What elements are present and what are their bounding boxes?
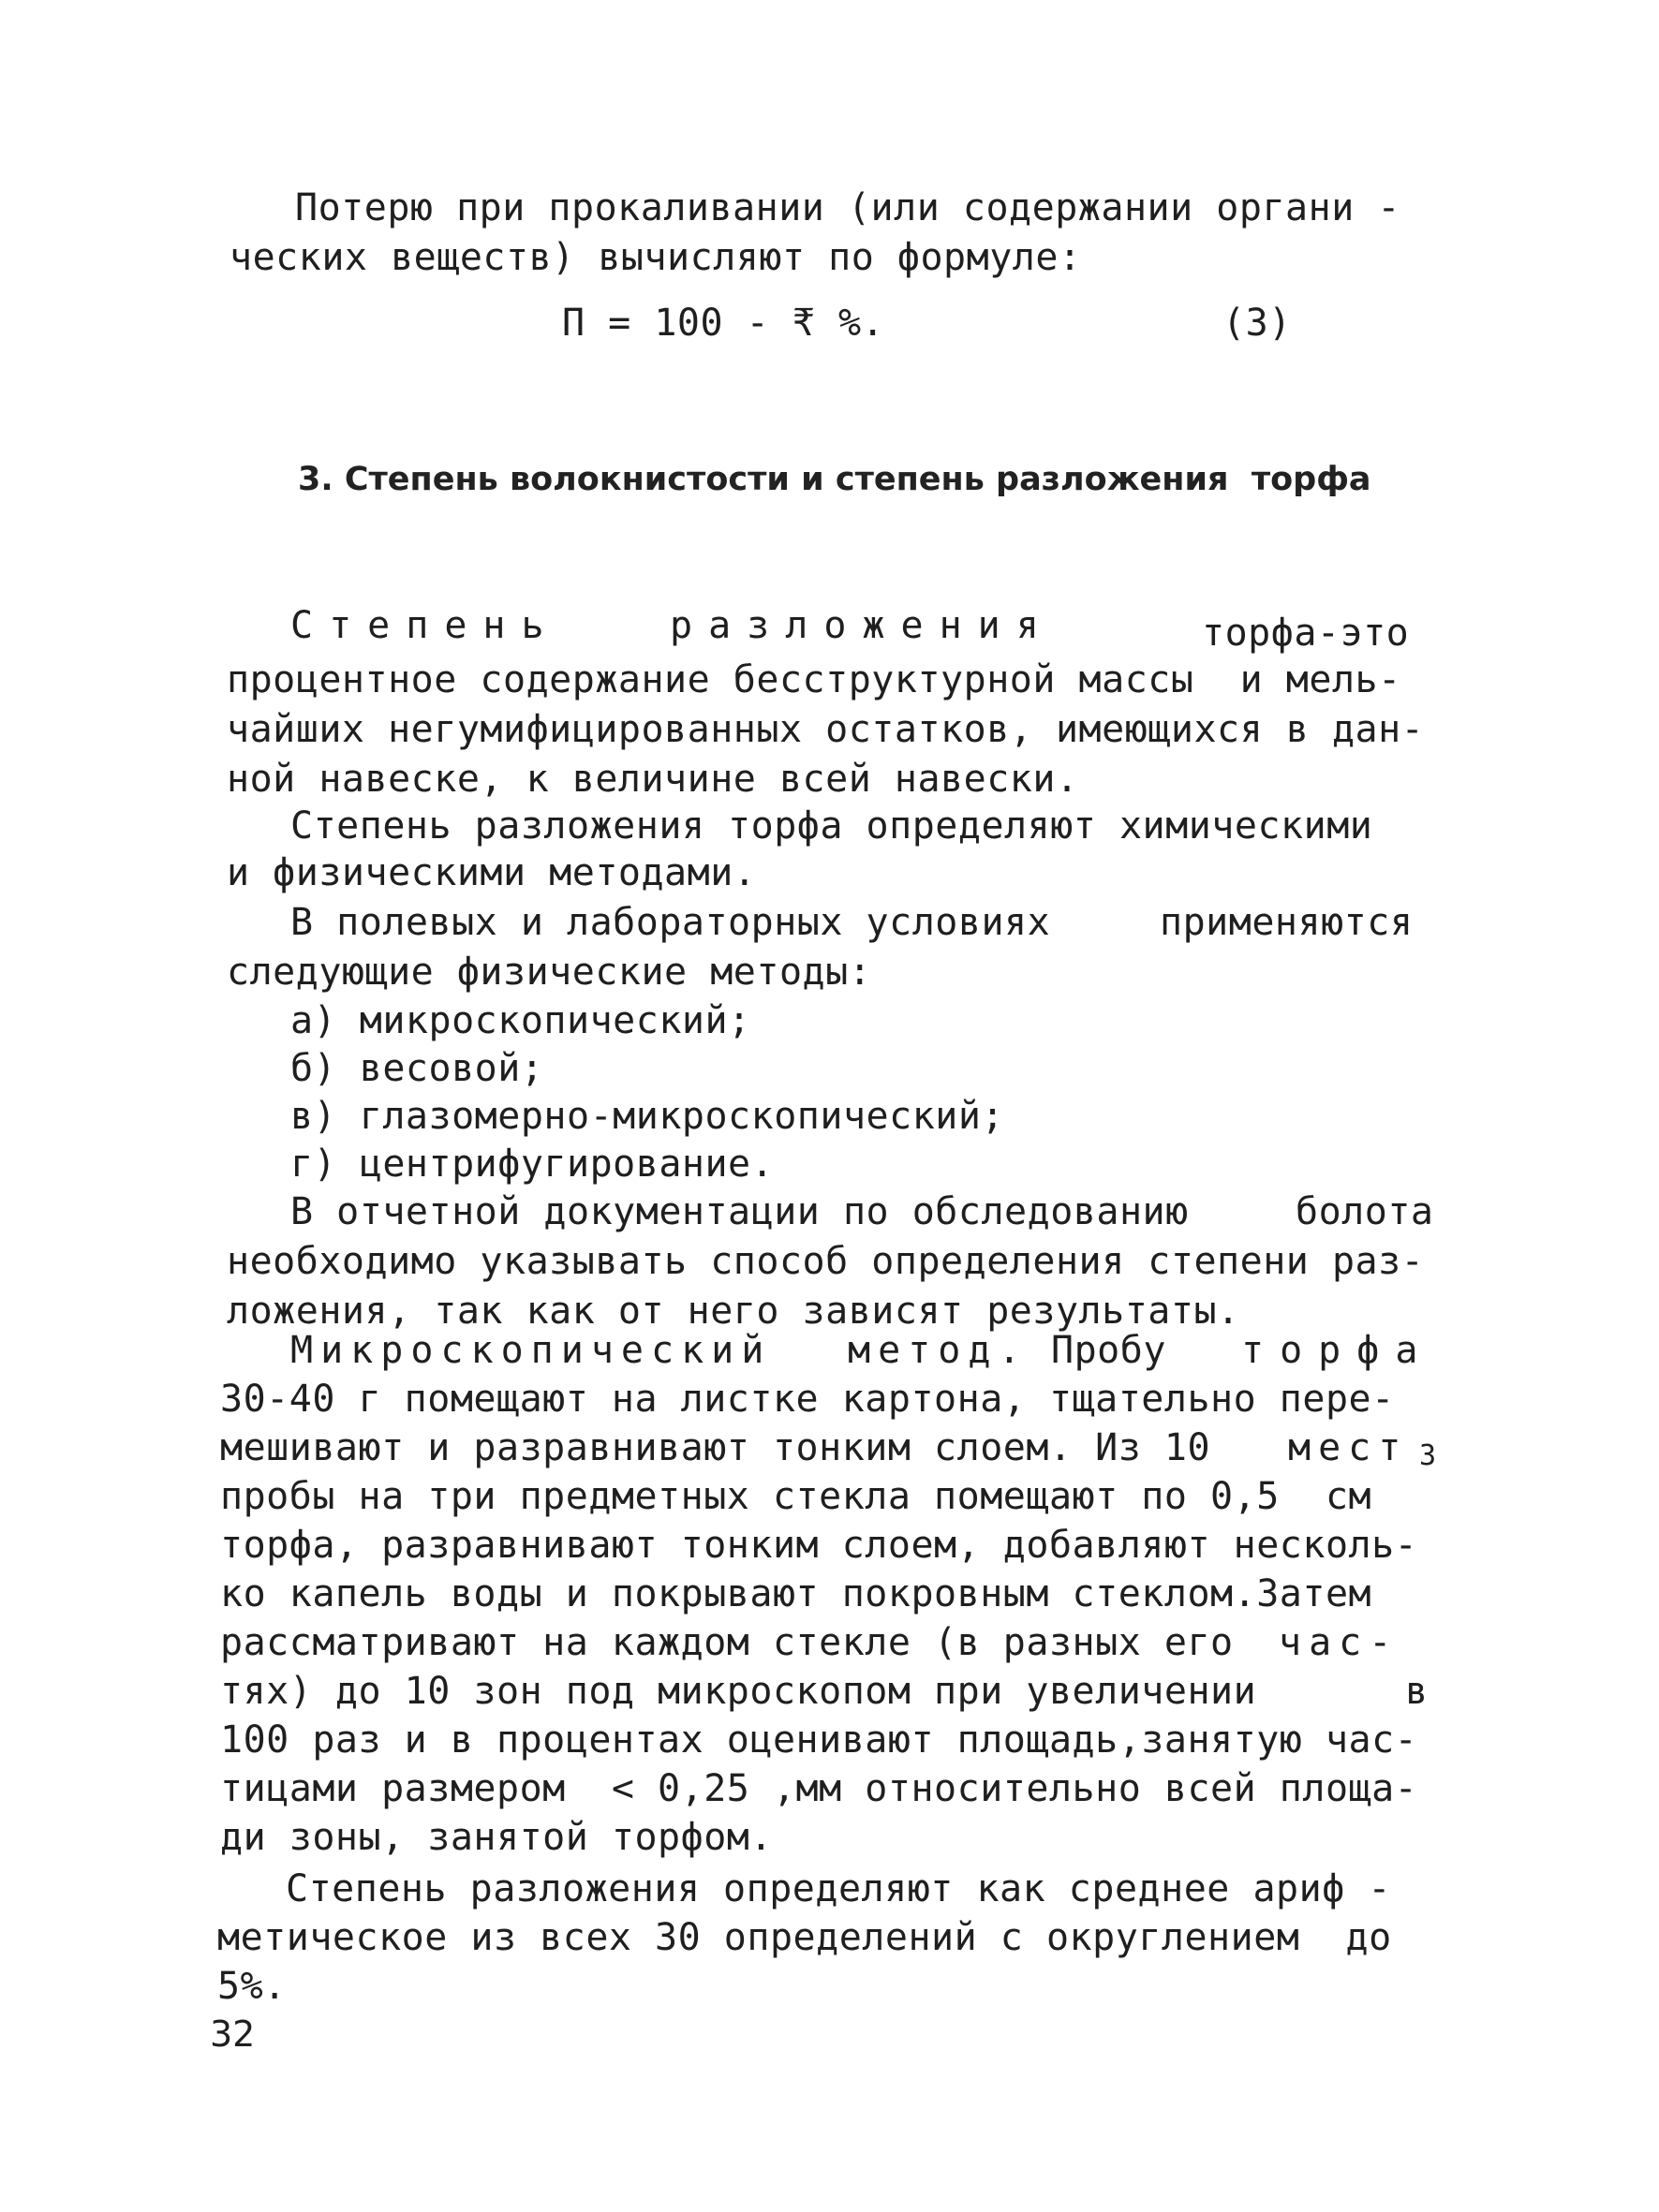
microscopic-line-11: ди зоны, занятой торфом. <box>220 1816 773 1859</box>
conclusion-line-1: Степень разложения определяют как среднее ариф - <box>286 1867 1391 1910</box>
method-item-d: г) центрифугирование. <box>290 1143 775 1186</box>
field-methods-line-1a: В полевых и лабораторных условиях <box>290 901 1051 944</box>
microscopic-line-2: 30-40 г помещают на листке картона, тщательно пере- <box>220 1378 1395 1421</box>
microscopic-line-8b: в <box>1405 1670 1429 1713</box>
microscopic-line-5: торфа, разравнивают тонким слоем, добавляют несколь- <box>220 1524 1418 1567</box>
definition-line-3: чайших негумифицированных остатков, имеющихся в дан- <box>227 708 1425 751</box>
microscopic-line-7b: час- <box>1279 1621 1400 1664</box>
definition-term-b: разложения <box>670 604 1055 647</box>
microscopic-line-3b: мест <box>1288 1426 1409 1469</box>
conclusion-line-3: 5%. <box>217 1965 287 2008</box>
field-methods-line-1b: применяются <box>1160 901 1414 944</box>
method-item-a: а) микроскопический; <box>290 999 751 1042</box>
method-item-c: в) глазомерно-микроскопический; <box>290 1095 1005 1138</box>
microscopic-line-9: 100 раз и в процентах оценивают площадь,занятую час- <box>220 1718 1418 1762</box>
methods-intro-line-1: Степень разложения торфа определяют химическими <box>290 804 1373 848</box>
microscopic-line-1a: Пробу <box>1051 1329 1166 1372</box>
field-methods-line-2: следующие физические методы: <box>227 951 872 994</box>
microscopic-line-6: ко капель воды и покрывают покровным стеклом.Затем <box>220 1572 1372 1615</box>
formula-number: (3) <box>1222 302 1292 345</box>
microscopic-line-10: тицами размером < 0,25 ,мм относительно всей площа- <box>220 1767 1418 1810</box>
formula-expression: П = 100 - ₹ %. <box>562 302 885 345</box>
conclusion-line-2: метическое из всех 30 определений с округлением до <box>217 1916 1392 1959</box>
microscopic-line-7a: рассматривают на каждом стекле (в разных его <box>220 1621 1234 1664</box>
microscopic-line-8a: тях) до 10 зон под микроскопом при увеличении <box>220 1670 1257 1713</box>
microscopic-line-3a: мешивают и разравнивают тонким слоем. Из 10 <box>220 1426 1211 1469</box>
documentation-line-3: ложения, так как от него зависят результаты. <box>227 1290 1240 1333</box>
documentation-line-1a: В отчетной документации по обследованию <box>290 1190 1189 1233</box>
microscopic-line-1b: торфа <box>1241 1329 1434 1372</box>
definition-term-a: Степень <box>290 604 560 647</box>
methods-intro-line-2: и физическими методами. <box>227 851 757 894</box>
documentation-line-1b: болота <box>1296 1190 1434 1233</box>
definition-line-4: ной навеске, к величине всей навески. <box>227 758 1079 801</box>
intro-line-2: ческих веществ) вычисляют по формуле: <box>230 236 1082 279</box>
cubic-superscript: 3 <box>1419 1439 1437 1472</box>
documentation-line-2: необходимо указывать способ определения степени раз- <box>227 1240 1425 1283</box>
intro-line-1: Потерю при прокаливании (или содержании органи - <box>295 186 1400 229</box>
definition-line-2: процентное содержание бесструктурной массы и мель- <box>227 658 1401 701</box>
section-heading: 3. Степень волокнистости и степень разложения торфа <box>298 461 1371 498</box>
microscopic-term: Микроскопический <box>290 1329 772 1372</box>
method-item-b: б) весовой; <box>290 1047 544 1090</box>
page-number: 32 <box>210 2013 256 2055</box>
microscopic-line-4: пробы на три предметных стекла помещают по 0,5 см <box>220 1475 1372 1518</box>
definition-term-c: торфа-это <box>1202 612 1410 655</box>
microscopic-term-2: метод. <box>848 1329 1029 1372</box>
